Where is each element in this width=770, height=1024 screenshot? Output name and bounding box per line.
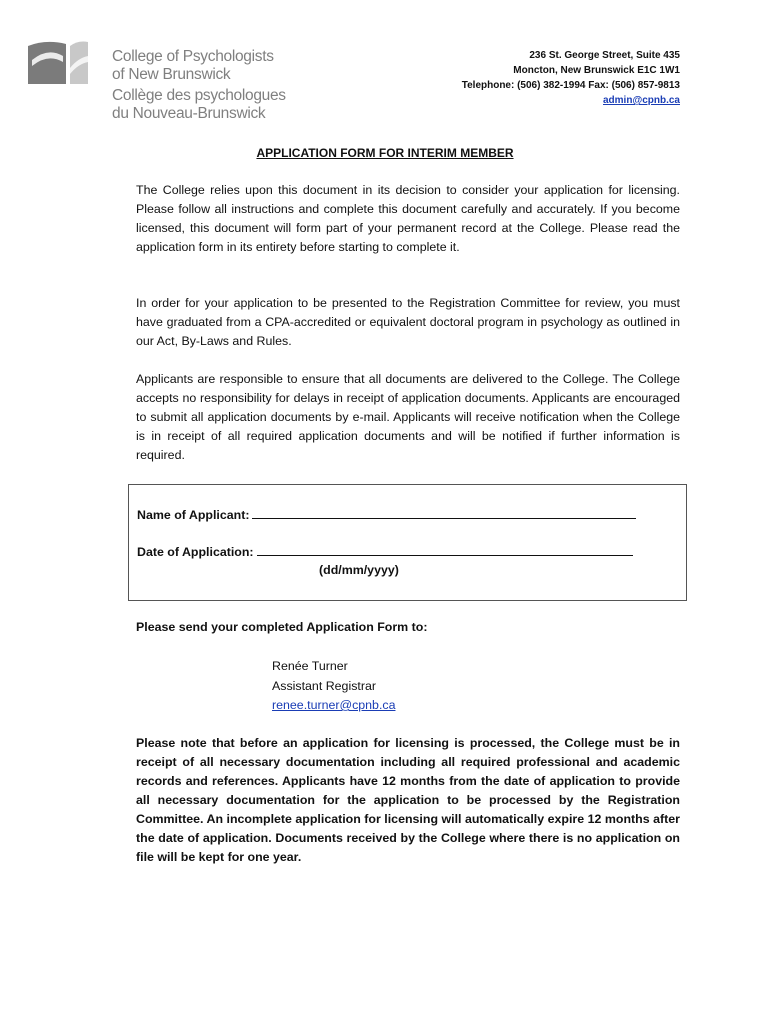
logo-mark-icon: [26, 38, 90, 86]
processing-note: Please note that before an application for licensing is processed, the College must be in receipt of all necessary documentation including all required professional and academic records and references. Applicants have 12 months from the date of application to provide all necessary documentation for the application to be processed by the Registration Committee. An incomplete application for licensing will automatically expire 12 months after the date of application. Documents received by the College where there is no application on file will be kept for one year.: [136, 736, 680, 864]
college-logo: [26, 36, 286, 126]
eligibility-paragraph: In order for your application to be presented to the Registration Committee for review, you must have graduated from a CPA-accredited or equivalent doctoral program in psychology as outlined in our Act, By-Laws and Rules.: [136, 296, 680, 348]
org-name-fr-line2: du Nouveau-Brunswick: [112, 105, 266, 122]
org-name-fr-line1: Collège des psychologues: [112, 87, 286, 104]
recipient-email-link[interactable]: renee.turner@cpnb.ca: [272, 698, 396, 712]
address-line1: 236 St. George Street, Suite 435: [529, 50, 680, 61]
name-of-applicant-field: [137, 506, 636, 522]
date-label: Date of Application:: [137, 545, 254, 559]
org-name-en-line1: College of Psychologists: [112, 48, 274, 65]
document-title: APPLICATION FORM FOR INTERIM MEMBER: [256, 146, 514, 160]
contact-block: [462, 48, 680, 108]
applicant-info-box: [128, 484, 687, 601]
send-instruction: Please send your completed Application Form to:: [136, 620, 428, 634]
date-input-line[interactable]: [257, 543, 633, 556]
date-of-application-field: [137, 543, 633, 559]
address-line2: Moncton, New Brunswick E1C 1W1: [513, 65, 680, 76]
org-name-en-line2: of New Brunswick: [112, 66, 231, 83]
logo-wordmark: [112, 48, 286, 123]
phone-fax: Telephone: (506) 382-1994 Fax: (506) 857-9813: [461, 80, 680, 91]
intro-paragraph: The College relies upon this document in its decision to consider your application for licensing. Please follow all instructions and complete this document carefully and accurately. If you become licensed, this document will form part of your permanent record at the College. Please read the application form in its entirety before starting to complete it.: [136, 183, 680, 254]
name-label: Name of Applicant:: [137, 508, 250, 522]
recipient-block: [272, 657, 395, 716]
recipient-title: Assistant Registrar: [272, 678, 376, 693]
admin-email-link[interactable]: admin@cpnb.ca: [603, 95, 680, 106]
name-input-line[interactable]: [252, 506, 636, 519]
date-format-hint: (dd/mm/yyyy): [319, 563, 399, 577]
recipient-name: Renée Turner: [272, 659, 348, 673]
responsibility-paragraph: Applicants are responsible to ensure that all documents are delivered to the College. The College accepts no responsibility for delays in receipt of application documents. Applicants are encouraged to submit all application documents by e-mail. Applicants will receive notification when the College is in receipt of all required application documents and will be notified if further information is required.: [136, 372, 680, 462]
